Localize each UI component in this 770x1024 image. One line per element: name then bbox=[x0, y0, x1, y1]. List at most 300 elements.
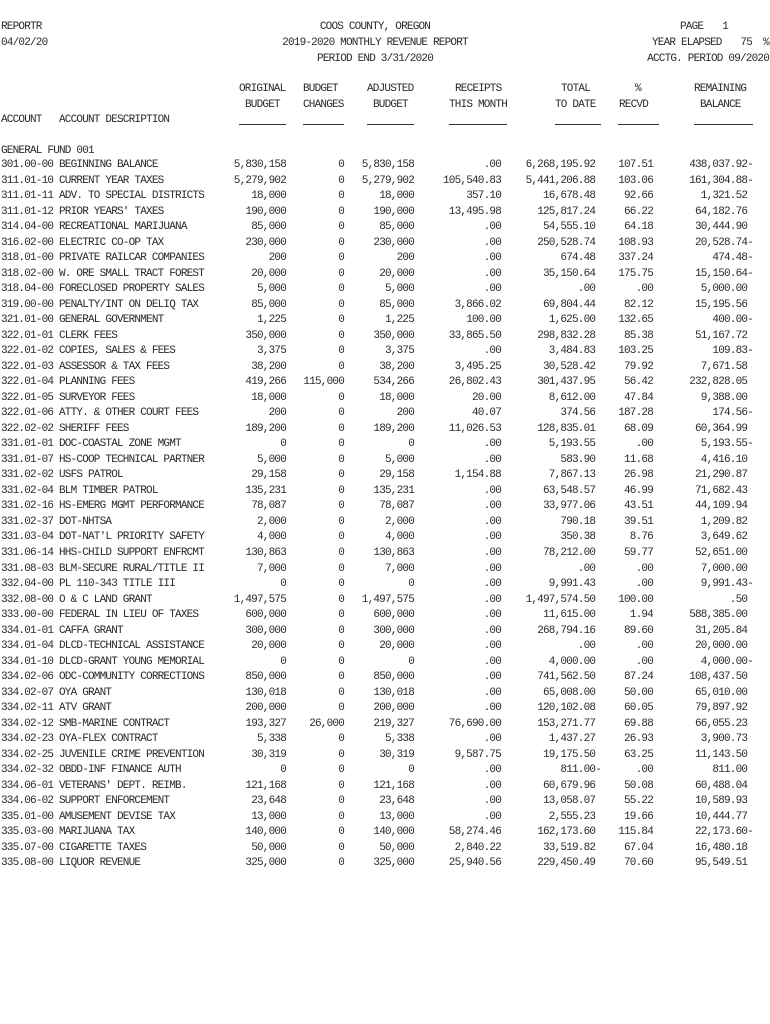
col-account: ACCOUNT bbox=[1, 114, 42, 126]
remaining-balance-value: 10,444.77 bbox=[694, 810, 748, 823]
col-receipts-line2: THIS MONTH bbox=[449, 99, 508, 111]
account-description: AMUSEMENT DEVISE TAX bbox=[59, 810, 176, 823]
receipts-this-month-value: .00 bbox=[483, 252, 501, 265]
remaining-balance-value: 71,682.43 bbox=[694, 484, 748, 497]
receipts-this-month-value: .00 bbox=[483, 640, 501, 653]
table-row bbox=[0, 453, 770, 469]
total-to-date-value: 229,450.49 bbox=[537, 857, 596, 870]
original-budget-value: 140,000 bbox=[245, 826, 286, 839]
table-row bbox=[0, 437, 770, 453]
total-to-date-value: 128,835.01 bbox=[537, 422, 596, 435]
table-row bbox=[0, 546, 770, 562]
total-to-date-value: 60,679.96 bbox=[542, 779, 596, 792]
budget-changes-value: 0 bbox=[338, 205, 344, 218]
adjusted-budget-value: 5,000 bbox=[384, 453, 414, 466]
receipts-this-month-value: .00 bbox=[483, 795, 501, 808]
receipts-this-month-value: .00 bbox=[483, 438, 501, 451]
remaining-balance-value: 60,488.04 bbox=[694, 779, 748, 792]
table-row bbox=[0, 251, 770, 267]
original-budget-value: 130,018 bbox=[245, 686, 286, 699]
original-budget-value: 20,000 bbox=[251, 640, 286, 653]
percent-received-value: 39.51 bbox=[623, 515, 653, 528]
col-original-budget-line2: BUDGET bbox=[245, 99, 280, 111]
total-to-date-value: 78,212.00 bbox=[542, 547, 596, 559]
budget-changes-value: 0 bbox=[338, 484, 344, 497]
budget-changes-value: 0 bbox=[338, 345, 344, 358]
total-to-date-value: 374.56 bbox=[560, 407, 596, 420]
account-code: 334.06-02 bbox=[1, 795, 54, 808]
account-code: 316.02-00 bbox=[1, 236, 54, 249]
col-total-line2: TO DATE bbox=[555, 99, 596, 111]
receipts-this-month-value: .00 bbox=[483, 671, 501, 684]
total-to-date-value: 1,437.27 bbox=[548, 733, 596, 746]
table-row bbox=[0, 313, 770, 329]
adjusted-budget-value: 200 bbox=[396, 252, 414, 265]
percent-received-value: 103.25 bbox=[618, 345, 653, 358]
original-budget-value: 600,000 bbox=[245, 609, 286, 622]
remaining-balance-value: 1,321.52 bbox=[700, 190, 748, 203]
column-underline bbox=[555, 124, 601, 125]
remaining-balance-value: 3,900.73 bbox=[700, 733, 748, 746]
budget-changes-value: 0 bbox=[338, 360, 344, 373]
receipts-this-month-value: .00 bbox=[483, 500, 501, 513]
account-code: 334.02-12 bbox=[1, 717, 54, 730]
account-description: HS-EMERG MGMT PERFORMANCE bbox=[59, 500, 205, 513]
total-to-date-value: 350.38 bbox=[560, 531, 596, 544]
column-underline bbox=[367, 124, 414, 125]
adjusted-budget-value: 3,375 bbox=[384, 345, 414, 358]
account-code: 334.02-32 bbox=[1, 764, 54, 777]
total-to-date-value: .00 bbox=[577, 562, 596, 575]
remaining-balance-value: 400.00- bbox=[712, 314, 753, 327]
column-underline bbox=[618, 124, 659, 125]
account-description: SURVEYOR FEES bbox=[59, 391, 135, 404]
remaining-balance-value: 9,388.00 bbox=[700, 391, 748, 404]
original-budget-value: 121,168 bbox=[245, 779, 286, 792]
original-budget-value: 419,266 bbox=[245, 376, 286, 389]
receipts-this-month-value: 13,495.98 bbox=[448, 205, 501, 218]
account-code: 334.02-07 bbox=[1, 686, 54, 699]
table-row bbox=[0, 220, 770, 236]
receipts-this-month-value: .00 bbox=[483, 267, 501, 280]
account-code: 311.01-10 bbox=[1, 174, 54, 187]
page-number: 1 bbox=[722, 21, 728, 33]
budget-changes-value: 0 bbox=[338, 190, 344, 203]
account-description: HHS-CHILD SUPPORT ENFRCMT bbox=[59, 547, 205, 559]
table-row bbox=[0, 732, 770, 748]
account-description: DOC-COASTAL ZONE MGMT bbox=[59, 438, 181, 451]
adjusted-budget-value: 0 bbox=[408, 578, 414, 591]
budget-changes-value: 115,000 bbox=[303, 376, 344, 389]
remaining-balance-value: 66,055.23 bbox=[694, 717, 748, 730]
receipts-this-month-value: 58,274.46 bbox=[448, 826, 501, 839]
budget-changes-value: 0 bbox=[338, 655, 344, 668]
account-code: 331.08-03 bbox=[1, 562, 54, 575]
adjusted-budget-value: 190,000 bbox=[373, 205, 414, 218]
table-row bbox=[0, 794, 770, 810]
col-account-description: ACCOUNT DESCRIPTION bbox=[59, 114, 170, 126]
account-description: DLCD-TECHNICAL ASSISTANCE bbox=[59, 640, 205, 653]
budget-changes-value: 0 bbox=[338, 267, 344, 280]
account-code: 335.03-00 bbox=[1, 826, 54, 839]
percent-received-value: .00 bbox=[635, 640, 653, 653]
table-row bbox=[0, 282, 770, 298]
budget-changes-value: 0 bbox=[338, 422, 344, 435]
account-code: 331.01-01 bbox=[1, 438, 54, 451]
percent-received-value: 115.84 bbox=[618, 826, 653, 839]
original-budget-value: 5,000 bbox=[256, 283, 286, 296]
receipts-this-month-value: .00 bbox=[483, 345, 501, 358]
table-row bbox=[0, 406, 770, 422]
original-budget-value: 3,375 bbox=[256, 345, 286, 358]
remaining-balance-value: 79,897.92 bbox=[694, 702, 748, 715]
account-description: COPIES, SALES & FEES bbox=[59, 345, 176, 358]
account-code: 331.06-14 bbox=[1, 547, 54, 559]
total-to-date-value: 65,008.00 bbox=[542, 686, 596, 699]
original-budget-value: 0 bbox=[280, 438, 286, 451]
account-description: RECREATIONAL MARIJUANA bbox=[59, 221, 187, 234]
account-description: PL 110-343 TITLE III bbox=[59, 578, 176, 591]
original-budget-value: 130,863 bbox=[245, 547, 286, 559]
percent-received-value: 64.18 bbox=[623, 221, 653, 234]
adjusted-budget-value: 130,863 bbox=[373, 547, 414, 559]
account-code: 301.00-00 bbox=[1, 159, 54, 172]
percent-received-value: 50.08 bbox=[623, 779, 653, 792]
percent-received-value: .00 bbox=[635, 283, 653, 296]
adjusted-budget-value: 121,168 bbox=[373, 779, 414, 792]
budget-changes-value: 0 bbox=[338, 438, 344, 451]
receipts-this-month-value: 100.00 bbox=[466, 314, 501, 327]
adjusted-budget-value: 85,000 bbox=[379, 298, 414, 311]
budget-changes-value: 0 bbox=[338, 562, 344, 575]
original-budget-value: 189,200 bbox=[245, 422, 286, 435]
receipts-this-month-value: 33,865.50 bbox=[448, 329, 501, 342]
original-budget-value: 18,000 bbox=[251, 190, 286, 203]
budget-changes-value: 0 bbox=[338, 609, 344, 622]
col-adjusted-budget-line2: BUDGET bbox=[373, 99, 408, 111]
adjusted-budget-value: 20,000 bbox=[379, 267, 414, 280]
table-row bbox=[0, 748, 770, 764]
table-row bbox=[0, 655, 770, 671]
revenue-table bbox=[0, 158, 770, 874]
remaining-balance-value: 95,549.51 bbox=[694, 857, 748, 870]
receipts-this-month-value: .00 bbox=[483, 593, 501, 606]
adjusted-budget-value: 29,158 bbox=[379, 469, 414, 482]
remaining-balance-value: 1,209.82 bbox=[700, 515, 748, 528]
original-budget-value: 23,648 bbox=[251, 795, 286, 808]
budget-changes-value: 0 bbox=[338, 500, 344, 513]
col-budget-changes-line1: BUDGET bbox=[303, 83, 338, 95]
percent-received-value: 69.88 bbox=[623, 717, 653, 730]
account-code: 333.00-00 bbox=[1, 609, 54, 622]
column-underline bbox=[303, 124, 344, 125]
adjusted-budget-value: 50,000 bbox=[379, 841, 414, 854]
total-to-date-value: 30,528.42 bbox=[542, 360, 596, 373]
receipts-this-month-value: .00 bbox=[483, 624, 501, 637]
total-to-date-value: 11,615.00 bbox=[542, 609, 596, 622]
total-to-date-value: 19,175.50 bbox=[542, 748, 596, 761]
col-pct-line2: RECVD bbox=[619, 99, 649, 111]
account-description: ATTY. & OTHER COURT FEES bbox=[59, 407, 199, 420]
account-description: LIQUOR REVENUE bbox=[59, 857, 141, 870]
account-code: 334.06-01 bbox=[1, 779, 54, 792]
remaining-balance-value: 20,000.00 bbox=[694, 640, 748, 653]
page-label: PAGE bbox=[680, 21, 704, 33]
adjusted-budget-value: 30,319 bbox=[379, 748, 414, 761]
percent-received-value: 11.68 bbox=[623, 453, 653, 466]
adjusted-budget-value: 23,648 bbox=[379, 795, 414, 808]
original-budget-value: 30,319 bbox=[251, 748, 286, 761]
budget-changes-value: 0 bbox=[338, 174, 344, 187]
account-code: 335.08-00 bbox=[1, 857, 54, 870]
adjusted-budget-value: 0 bbox=[408, 764, 414, 777]
account-description: JUVENILE CRIME PREVENTION bbox=[59, 748, 205, 761]
account-description: OBDD-INF FINANCE AUTH bbox=[59, 764, 181, 777]
percent-received-value: 337.24 bbox=[618, 252, 653, 265]
receipts-this-month-value: .00 bbox=[483, 484, 501, 497]
account-description: CLERK FEES bbox=[59, 329, 118, 342]
adjusted-budget-value: 5,830,158 bbox=[361, 159, 414, 172]
total-to-date-value: 2,555.23 bbox=[548, 810, 596, 823]
adjusted-budget-value: 1,497,575 bbox=[361, 593, 414, 606]
receipts-this-month-value: 40.07 bbox=[471, 407, 501, 420]
budget-changes-value: 0 bbox=[338, 857, 344, 870]
total-to-date-value: 16,678.48 bbox=[542, 190, 596, 203]
total-to-date-value: 6,268,195.92 bbox=[525, 159, 596, 172]
total-to-date-value: 4,000.00 bbox=[548, 655, 596, 668]
remaining-balance-value: 4,416.10 bbox=[700, 453, 748, 466]
total-to-date-value: 790.18 bbox=[560, 515, 596, 528]
adjusted-budget-value: 130,018 bbox=[373, 686, 414, 699]
account-code: 334.01-01 bbox=[1, 624, 54, 637]
adjusted-budget-value: 20,000 bbox=[379, 640, 414, 653]
original-budget-value: 300,000 bbox=[245, 624, 286, 637]
budget-changes-value: 0 bbox=[338, 671, 344, 684]
table-row bbox=[0, 639, 770, 655]
col-total-line1: TOTAL bbox=[561, 83, 591, 95]
original-budget-value: 135,231 bbox=[245, 484, 286, 497]
budget-changes-value: 0 bbox=[338, 515, 344, 528]
original-budget-value: 1,225 bbox=[256, 314, 286, 327]
receipts-this-month-value: 1,154.88 bbox=[454, 469, 501, 482]
account-code: 334.02-23 bbox=[1, 733, 54, 746]
adjusted-budget-value: 300,000 bbox=[373, 624, 414, 637]
receipts-this-month-value: .00 bbox=[483, 810, 501, 823]
account-description: ADV. TO SPECIAL DISTRICTS bbox=[59, 190, 205, 203]
percent-received-value: 56.42 bbox=[623, 376, 653, 389]
adjusted-budget-value: 0 bbox=[408, 438, 414, 451]
percent-received-value: .00 bbox=[635, 562, 653, 575]
adjusted-budget-value: 135,231 bbox=[373, 484, 414, 497]
account-code: 322.01-05 bbox=[1, 391, 54, 404]
original-budget-value: 50,000 bbox=[251, 841, 286, 854]
percent-received-value: 103.06 bbox=[618, 174, 653, 187]
account-description: ASSESSOR & TAX FEES bbox=[59, 360, 170, 373]
account-code: 311.01-11 bbox=[1, 190, 54, 203]
account-description: OYA GRANT bbox=[59, 686, 112, 699]
original-budget-value: 0 bbox=[280, 655, 286, 668]
account-description: FORECLOSED PROPERTY SALES bbox=[59, 283, 205, 296]
budget-changes-value: 0 bbox=[338, 236, 344, 249]
table-row bbox=[0, 298, 770, 314]
fund-title: GENERAL FUND 001 bbox=[1, 145, 94, 157]
table-row bbox=[0, 391, 770, 407]
original-budget-value: 85,000 bbox=[251, 221, 286, 234]
percent-received-value: 67.04 bbox=[623, 841, 653, 854]
budget-changes-value: 0 bbox=[338, 733, 344, 746]
original-budget-value: 230,000 bbox=[245, 236, 286, 249]
adjusted-budget-value: 4,000 bbox=[384, 531, 414, 544]
percent-received-value: 43.51 bbox=[623, 500, 653, 513]
total-to-date-value: 8,612.00 bbox=[548, 391, 596, 404]
budget-changes-value: 0 bbox=[338, 547, 344, 559]
table-row bbox=[0, 205, 770, 221]
remaining-balance-value: 64,182.76 bbox=[694, 205, 748, 218]
account-code: 318.02-00 bbox=[1, 267, 54, 280]
account-code: 322.01-02 bbox=[1, 345, 54, 358]
receipts-this-month-value: .00 bbox=[483, 515, 501, 528]
account-description: W. ORE SMALL TRACT FOREST bbox=[59, 267, 205, 280]
original-budget-value: 200 bbox=[268, 252, 286, 265]
total-to-date-value: 69,804.44 bbox=[542, 298, 596, 311]
total-to-date-value: 54,555.10 bbox=[542, 221, 596, 234]
adjusted-budget-value: 1,225 bbox=[384, 314, 414, 327]
table-row bbox=[0, 422, 770, 438]
budget-changes-value: 0 bbox=[338, 469, 344, 482]
remaining-balance-value: 5,193.55- bbox=[700, 438, 753, 451]
account-code: 322.01-03 bbox=[1, 360, 54, 373]
adjusted-budget-value: 5,000 bbox=[384, 283, 414, 296]
original-budget-value: 5,338 bbox=[256, 733, 286, 746]
percent-received-value: 68.09 bbox=[623, 422, 653, 435]
county-name: COOS COUNTY, OREGON bbox=[319, 21, 431, 33]
remaining-balance-value: 60,364.99 bbox=[694, 422, 748, 435]
remaining-balance-value: 10,589.93 bbox=[694, 795, 748, 808]
table-row bbox=[0, 267, 770, 283]
table-row bbox=[0, 515, 770, 531]
receipts-this-month-value: 3,866.02 bbox=[454, 298, 501, 311]
original-budget-value: 0 bbox=[280, 578, 286, 591]
budget-changes-value: 0 bbox=[338, 748, 344, 761]
remaining-balance-value: 15,195.56 bbox=[694, 298, 748, 311]
budget-changes-value: 0 bbox=[338, 453, 344, 466]
percent-received-value: 63.25 bbox=[623, 748, 653, 761]
budget-changes-value: 0 bbox=[338, 531, 344, 544]
year-elapsed-unit: % bbox=[763, 37, 769, 49]
table-row bbox=[0, 624, 770, 640]
table-row bbox=[0, 856, 770, 872]
adjusted-budget-value: 13,000 bbox=[379, 810, 414, 823]
budget-changes-value: 0 bbox=[338, 314, 344, 327]
remaining-balance-value: 20,528.74- bbox=[694, 236, 753, 249]
remaining-balance-value: 232,828.05 bbox=[689, 376, 748, 389]
original-budget-value: 5,830,158 bbox=[233, 159, 286, 172]
budget-changes-value: 0 bbox=[338, 159, 344, 172]
original-budget-value: 1,497,575 bbox=[233, 593, 286, 606]
account-code: 322.02-02 bbox=[1, 422, 54, 435]
total-to-date-value: 1,625.00 bbox=[548, 314, 596, 327]
account-description: VETERANS' DEPT. REIMB. bbox=[59, 779, 187, 792]
total-to-date-value: 811.00- bbox=[560, 764, 601, 777]
remaining-balance-value: 588,385.00 bbox=[689, 609, 748, 622]
account-code: 331.02-02 bbox=[1, 469, 54, 482]
receipts-this-month-value: .00 bbox=[483, 453, 501, 466]
table-row bbox=[0, 484, 770, 500]
total-to-date-value: 9,991.43 bbox=[548, 578, 596, 591]
col-remaining-line2: BALANCE bbox=[700, 99, 741, 111]
account-code: 331.03-04 bbox=[1, 531, 54, 544]
account-code: 311.01-12 bbox=[1, 205, 54, 218]
account-description: CURRENT YEAR TAXES bbox=[59, 174, 164, 187]
original-budget-value: 20,000 bbox=[251, 267, 286, 280]
budget-changes-value: 0 bbox=[338, 391, 344, 404]
total-to-date-value: 268,794.16 bbox=[537, 624, 596, 637]
total-to-date-value: 298,832.28 bbox=[537, 329, 596, 342]
col-pct-line1: % bbox=[635, 83, 641, 95]
table-row bbox=[0, 344, 770, 360]
budget-changes-value: 0 bbox=[338, 252, 344, 265]
budget-changes-value: 0 bbox=[338, 329, 344, 342]
receipts-this-month-value: 26,802.43 bbox=[448, 376, 501, 389]
budget-changes-value: 0 bbox=[338, 702, 344, 715]
table-row bbox=[0, 174, 770, 190]
remaining-balance-value: 22,173.60- bbox=[694, 826, 753, 839]
percent-received-value: 70.60 bbox=[623, 857, 653, 870]
percent-received-value: 187.28 bbox=[618, 407, 653, 420]
table-row bbox=[0, 329, 770, 345]
remaining-balance-value: 811.00 bbox=[712, 764, 748, 777]
adjusted-budget-value: 85,000 bbox=[379, 221, 414, 234]
remaining-balance-value: 3,649.62 bbox=[700, 531, 748, 544]
account-description: PENALTY/INT ON DELIQ TAX bbox=[59, 298, 199, 311]
account-description: BEGINNING BALANCE bbox=[59, 159, 158, 172]
total-to-date-value: 125,817.24 bbox=[537, 205, 596, 218]
run-date: 04/02/20 bbox=[1, 37, 48, 49]
budget-changes-value: 0 bbox=[338, 764, 344, 777]
total-to-date-value: 1,497,574.50 bbox=[525, 593, 596, 606]
percent-received-value: 82.12 bbox=[623, 298, 653, 311]
year-elapsed-value: 75 bbox=[740, 37, 752, 49]
accounting-period: ACCTG. PERIOD 09/2020 bbox=[647, 53, 769, 65]
adjusted-budget-value: 18,000 bbox=[379, 391, 414, 404]
table-row bbox=[0, 717, 770, 733]
remaining-balance-value: 109.83- bbox=[712, 345, 753, 358]
account-code: 331.02-37 bbox=[1, 515, 54, 528]
percent-received-value: 46.99 bbox=[623, 484, 653, 497]
percent-received-value: 108.93 bbox=[618, 236, 653, 249]
original-budget-value: 850,000 bbox=[245, 671, 286, 684]
account-code: 332.04-00 bbox=[1, 578, 54, 591]
account-code: 314.04-00 bbox=[1, 221, 54, 234]
percent-received-value: 107.51 bbox=[618, 159, 653, 172]
account-description: OYA-FLEX CONTRACT bbox=[59, 733, 158, 746]
account-description: USFS PATROL bbox=[59, 469, 123, 482]
adjusted-budget-value: 325,000 bbox=[373, 857, 414, 870]
adjusted-budget-value: 219,327 bbox=[373, 717, 414, 730]
report-id: REPORTR bbox=[1, 21, 42, 33]
percent-received-value: .00 bbox=[635, 578, 653, 591]
budget-changes-value: 26,000 bbox=[309, 717, 344, 730]
adjusted-budget-value: 2,000 bbox=[384, 515, 414, 528]
account-code: 322.01-04 bbox=[1, 376, 54, 389]
percent-received-value: 55.22 bbox=[623, 795, 653, 808]
original-budget-value: 78,087 bbox=[251, 500, 286, 513]
budget-changes-value: 0 bbox=[338, 640, 344, 653]
total-to-date-value: 3,484.83 bbox=[548, 345, 596, 358]
account-code: 335.07-00 bbox=[1, 841, 54, 854]
column-underline bbox=[694, 124, 753, 125]
table-row bbox=[0, 468, 770, 484]
